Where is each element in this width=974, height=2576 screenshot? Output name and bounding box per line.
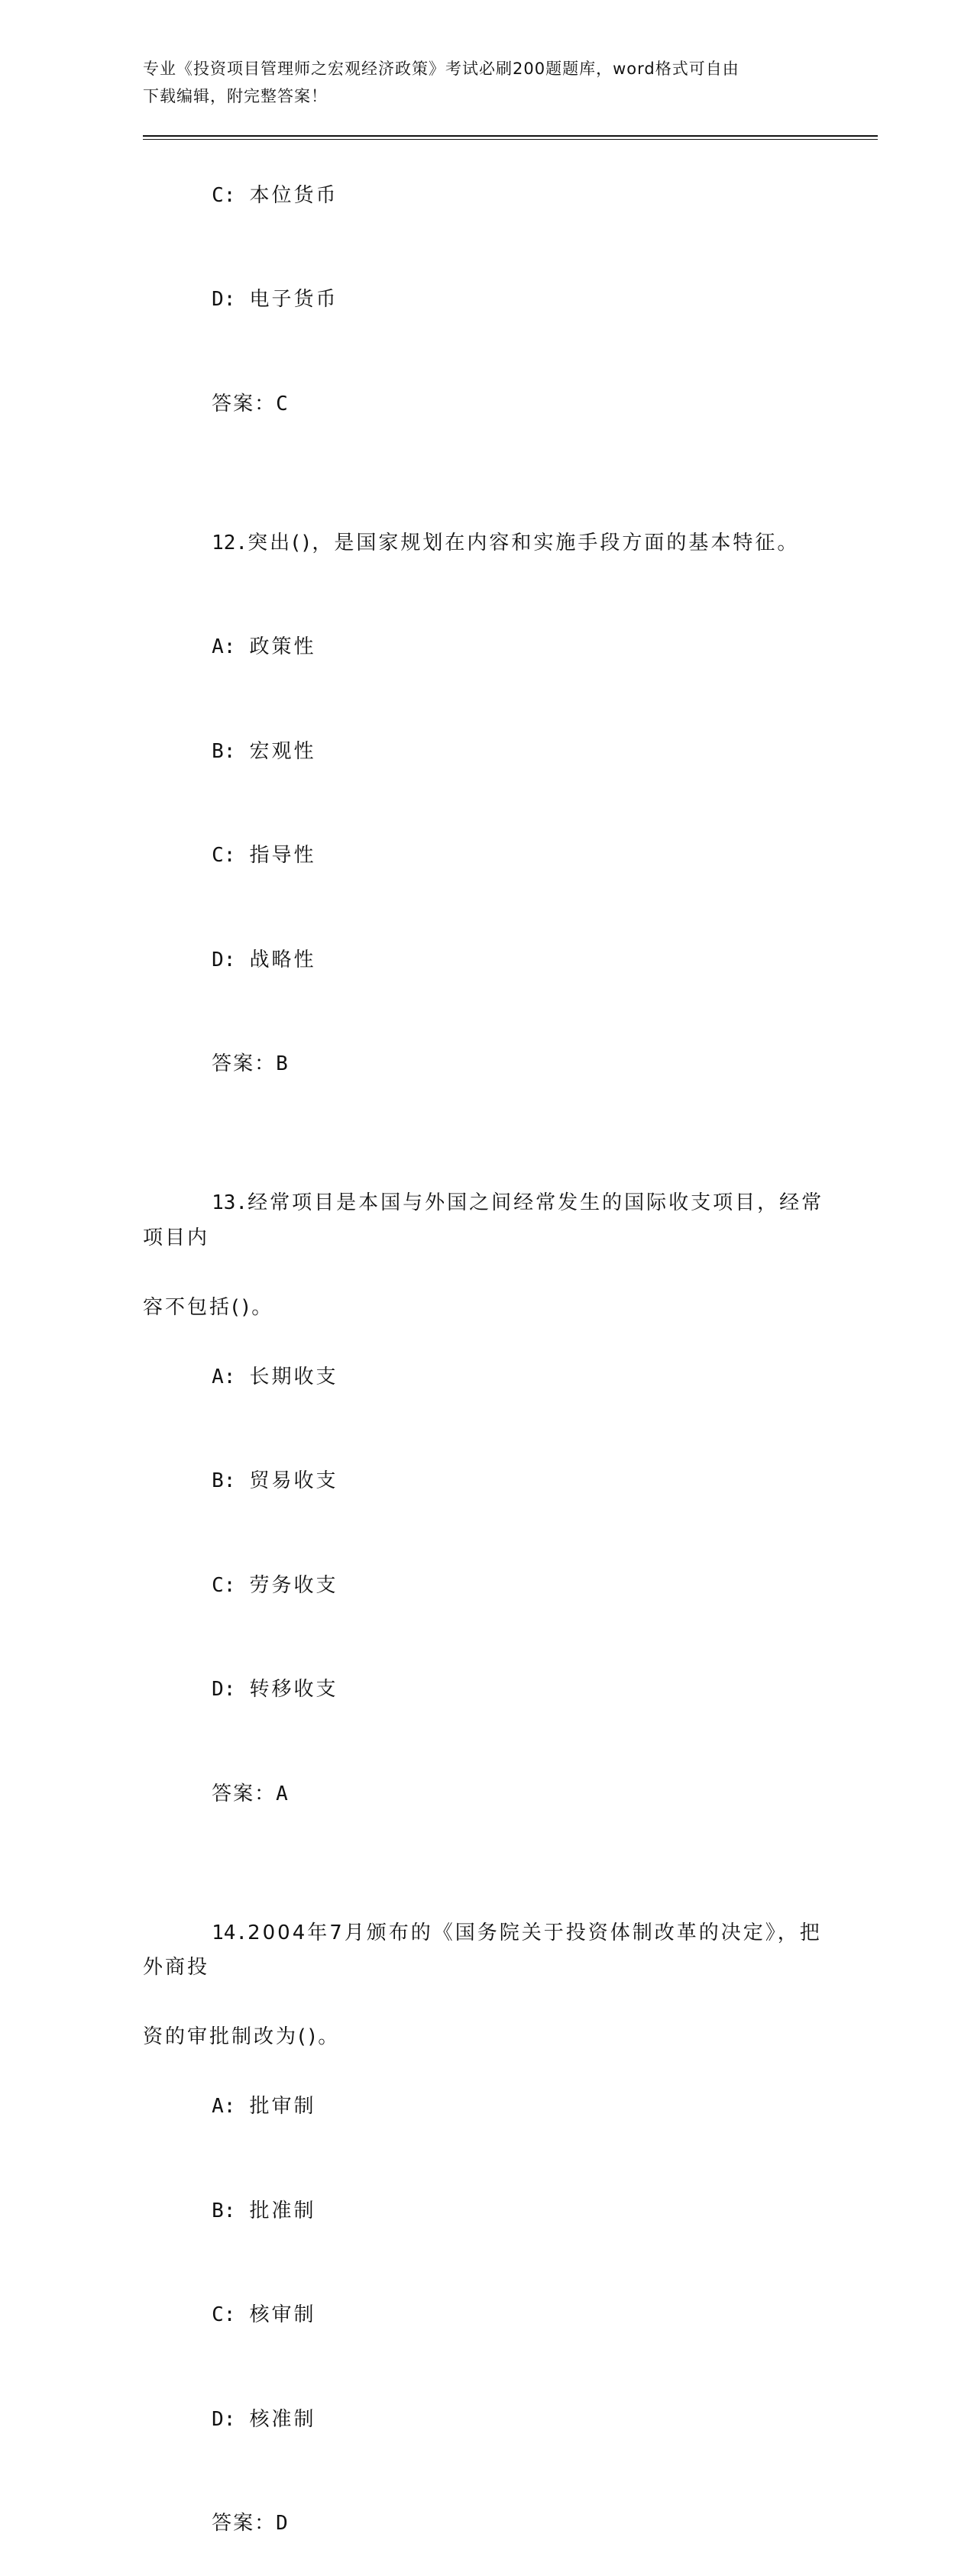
- option-letter: B:: [212, 740, 235, 763]
- option-letter: D:: [212, 1678, 235, 1701]
- option-letter: A:: [212, 635, 235, 658]
- option-letter: B:: [212, 1469, 235, 1492]
- option-text: 宏观性: [249, 740, 315, 763]
- document-page: [0, 0, 974, 1260]
- option-text: 批准制: [249, 2199, 315, 2222]
- question-text-line: 突出()，是国家规划在内容和实施手段方面的基本特征。: [248, 532, 799, 554]
- option-text: 贸易收支: [249, 1469, 338, 1492]
- spacer: [143, 457, 830, 492]
- option-letter: D:: [212, 949, 235, 971]
- option-line: [143, 248, 830, 353]
- option-text: 核准制: [249, 2408, 315, 2431]
- answer-value: B: [276, 1052, 290, 1075]
- option-letter: C:: [212, 1574, 235, 1597]
- question-block-12: [143, 491, 830, 1117]
- option-line: [143, 908, 830, 1013]
- header-divider-thick: [143, 135, 878, 137]
- option-letter: A:: [212, 2095, 235, 2118]
- option-letter: C:: [212, 2303, 235, 2326]
- option-line: [143, 596, 830, 700]
- answer-label: 答案：: [212, 393, 276, 415]
- answer-value: D: [276, 2512, 290, 2535]
- option-line: [143, 1325, 830, 1430]
- option-line: [143, 1534, 830, 1638]
- option-letter: C:: [212, 844, 235, 867]
- question-text-continued: 资的审批制改为()。: [143, 2020, 830, 2055]
- answer-label: 答案：: [212, 1052, 276, 1075]
- option-line: [143, 804, 830, 909]
- header-line-2: 下载编辑，附完整答案！: [143, 82, 830, 110]
- option-line: [143, 700, 830, 804]
- spacer: [143, 1847, 830, 1882]
- option-line: [143, 2264, 830, 2368]
- option-text: 核审制: [249, 2303, 315, 2326]
- option-text: 指导性: [249, 844, 315, 867]
- answer-line: [143, 2472, 830, 2576]
- option-line: [143, 144, 830, 248]
- option-text: 转移收支: [249, 1678, 338, 1701]
- option-text: 批审制: [249, 2095, 315, 2118]
- option-line: [143, 1430, 830, 1534]
- question-number: 12.: [212, 532, 248, 554]
- question-text: [143, 1152, 830, 1291]
- header-divider-thin: [143, 139, 878, 140]
- question-block-14: [143, 1881, 830, 2576]
- question-content: [143, 144, 830, 2576]
- question-number: 14.: [212, 1921, 248, 1944]
- question-text-line: 2004年7月颁布的《国务院关于投资体制改革的决定》，把外商投: [143, 1921, 822, 1980]
- answer-line: [143, 1013, 830, 1117]
- answer-value: A: [276, 1783, 290, 1805]
- option-letter: A:: [212, 1366, 235, 1388]
- answer-label: 答案：: [212, 2512, 276, 2535]
- option-text: 政策性: [249, 635, 315, 658]
- option-text: 战略性: [249, 949, 315, 971]
- option-letter: B:: [212, 2199, 235, 2222]
- option-text: 劳务收支: [249, 1574, 338, 1597]
- header-line-1: 专业《投资项目管理师之宏观经济政策》考试必刷200题题库，word格式可自由: [143, 55, 830, 82]
- document-header: [143, 55, 830, 110]
- option-line: [143, 2159, 830, 2264]
- prev-question-block: [143, 144, 830, 457]
- question-text: [143, 491, 830, 596]
- question-text-line: 经常项目是本国与外国之间经常发生的国际收支项目，经常项目内: [143, 1191, 824, 1249]
- answer-line: [143, 352, 830, 457]
- option-letter: D:: [212, 2408, 235, 2431]
- option-line: [143, 1638, 830, 1743]
- option-letter: C:: [212, 184, 235, 207]
- question-block-13: [143, 1152, 830, 1847]
- answer-label: 答案：: [212, 1783, 276, 1805]
- spacer: [143, 1117, 830, 1152]
- question-text-continued: 容不包括()。: [143, 1291, 830, 1326]
- option-line: [143, 2055, 830, 2160]
- option-letter: D:: [212, 288, 235, 311]
- question-text: [143, 1881, 830, 2020]
- option-text: 电子货币: [249, 288, 338, 311]
- option-text: 本位货币: [249, 184, 338, 207]
- option-line: [143, 2368, 830, 2472]
- answer-value: C: [276, 393, 290, 415]
- option-text: 长期收支: [249, 1366, 338, 1388]
- question-number: 13.: [212, 1191, 248, 1214]
- answer-line: [143, 1742, 830, 1847]
